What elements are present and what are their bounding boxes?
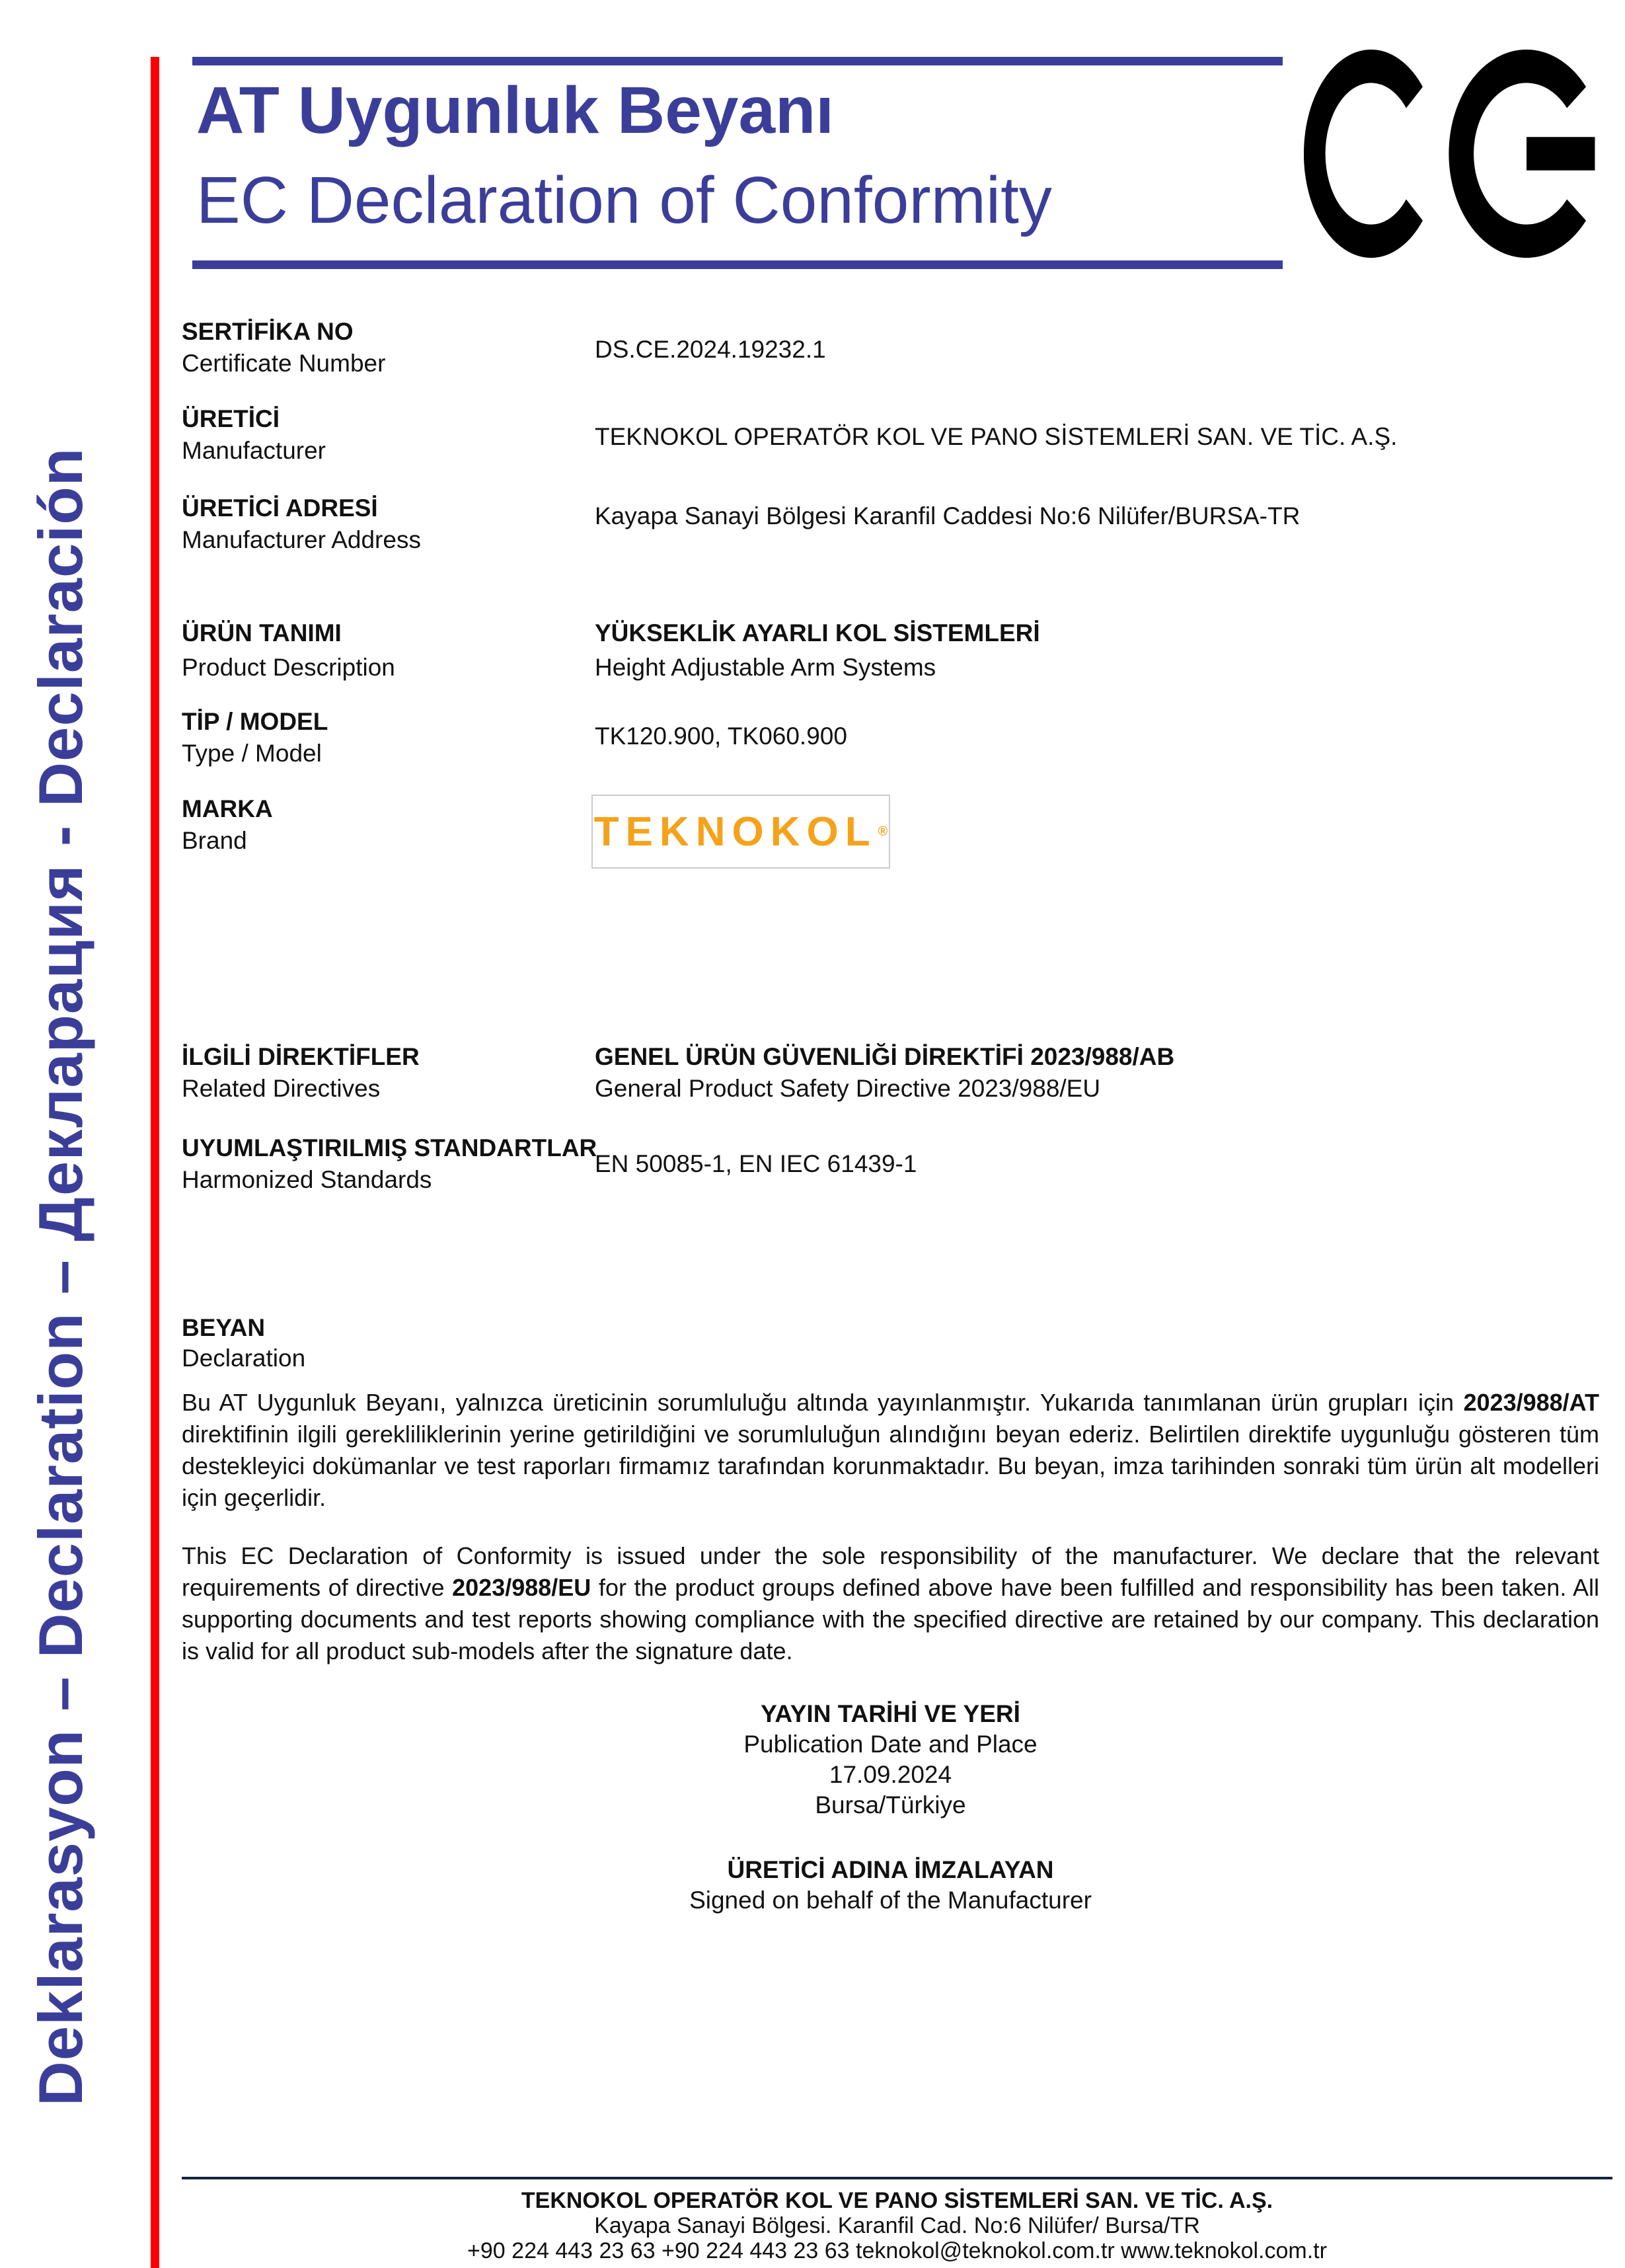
field-label-tr: UYUMLAŞTIRILMIŞ STANDARTLAR [182, 1134, 597, 1161]
declaration-heading [182, 1313, 305, 1374]
field-label-related-directives [182, 1041, 420, 1105]
page-title-english: EC Declaration of Conformity [196, 163, 1052, 237]
paragraph-text: Bu AT Uygunluk Beyanı, yalnızca üreticinin sorumluluğu altında yayınlanmıştır. Yukarıda tanımlanan ürün grupları için [182, 1389, 1464, 1416]
field-label-en: Type / Model [182, 740, 322, 767]
field-label-tr: İLGİLİ DİREKTİFLER [182, 1043, 420, 1070]
field-label-en: Brand [182, 827, 247, 854]
footer [182, 2188, 1612, 2263]
field-value-tr: GENEL ÜRÜN GÜVENLİĞİ DİREKTİFİ 2023/988/AB [595, 1043, 1175, 1070]
field-label-en: Manufacturer [182, 437, 326, 464]
signature-title-en: Signed on behalf of the Manufacturer [689, 1887, 1092, 1914]
field-label-manufacturer-address [182, 492, 421, 556]
footer-rule [182, 2177, 1612, 2179]
publication-date: 17.09.2024 [829, 1761, 952, 1788]
paragraph-text: direktifinin ilgili gerekliliklerinin yerine getirildiğini ve sorumluluğun alındığını beyan ederiz. Belirtilen direktife uygunluğu gösteren tüm destekleyici dokümanlar ve test raporları firmamız tarafından korunmaktadır. Bu beyan, imza tarihinden sonraki tüm ürün alt modelleri için geçerlidir. [182, 1421, 1599, 1511]
paragraph-text: for the product groups defined above have been fulfilled and responsibility has been taken. All supporting documents and test reports showing compliance with the specified directive are retained by our company. This declaration is valid for all product sub-models after the signature date. [182, 1574, 1599, 1664]
field-label-tr: ÜRETİCİ [182, 405, 280, 432]
field-value-tr: YÜKSEKLİK AYARLI KOL SİSTEMLERİ [595, 619, 1040, 646]
publication-place: Bursa/Türkiye [815, 1791, 966, 1818]
field-value-manufacturer-address: Kayapa Sanayi Bölgesi Karanfil Caddesi No:6 Nilüfer/BURSA-TR [595, 502, 1301, 529]
directive-number-bold: 2023/988/EU [452, 1574, 591, 1601]
publication-block [182, 1699, 1599, 1820]
declaration-paragraph-english [182, 1540, 1599, 1667]
declaration-heading-tr: BEYAN [182, 1314, 266, 1341]
field-value-en: General Product Safety Directive 2023/988/EU [595, 1075, 1101, 1102]
header-bottom-rule [192, 260, 1283, 269]
brand-logo-box [591, 795, 890, 869]
declaration-heading-en: Declaration [182, 1345, 306, 1372]
field-value-certificate-number: DS.CE.2024.19232.1 [595, 336, 826, 363]
field-label-brand [182, 793, 273, 857]
page-title-turkish: AT Uygunluk Beyanı [196, 73, 834, 147]
vertical-language-banner: Deklarasyon – Declaration – Декларация - Declaración [26, 447, 95, 2106]
declaration-paragraph-turkish [182, 1387, 1599, 1514]
field-label-certificate-number [182, 316, 385, 379]
field-value-en: Height Adjustable Arm Systems [595, 654, 936, 681]
directive-number-bold: 2023/988/AT [1463, 1389, 1599, 1416]
field-value-type-model: TK120.900, TK060.900 [595, 723, 847, 750]
footer-company: TEKNOKOL OPERATÖR KOL VE PANO SİSTEMLERİ SAN. VE TİC. A.Ş. [521, 2188, 1273, 2213]
field-label-type-model [182, 706, 328, 769]
header-top-rule [192, 57, 1283, 65]
field-value-related-directives [595, 1041, 1174, 1105]
signature-block [182, 1855, 1599, 1916]
field-value-manufacturer: TEKNOKOL OPERATÖR KOL VE PANO SİSTEMLERİ SAN. VE TİC. A.Ş. [595, 423, 1398, 450]
ce-mark-icon [1304, 50, 1596, 258]
field-label-tr: MARKA [182, 795, 273, 822]
publication-title-en: Publication Date and Place [743, 1731, 1038, 1758]
footer-contact: +90 224 443 23 63 +90 224 443 23 63 teknokol@teknokol.com.tr www.teknokol.com.tr [467, 2238, 1327, 2263]
registered-trademark-icon: ® [878, 824, 888, 839]
field-label-manufacturer [182, 403, 326, 467]
field-value-harmonized-standards: EN 50085-1, EN IEC 61439-1 [595, 1150, 917, 1177]
field-label-product-description [182, 616, 395, 685]
field-label-en: Related Directives [182, 1075, 381, 1102]
field-label-en: Harmonized Standards [182, 1166, 432, 1193]
document-header [192, 57, 1283, 275]
field-label-en: Certificate Number [182, 350, 386, 377]
field-label-harmonized-standards [182, 1132, 597, 1196]
red-rule [151, 57, 159, 2268]
field-label-tr: ÜRÜN TANIMI [182, 619, 342, 646]
field-label-tr: TİP / MODEL [182, 708, 328, 735]
field-value-product-description [595, 616, 1040, 685]
field-label-en: Product Description [182, 654, 395, 681]
publication-title-tr: YAYIN TARİHİ VE YERİ [761, 1700, 1020, 1727]
teknokol-logo: TEKNOKOL [593, 808, 877, 855]
signature-title-tr: ÜRETİCİ ADINA İMZALAYAN [727, 1856, 1054, 1883]
field-label-tr: ÜRETİCİ ADRESİ [182, 494, 378, 522]
field-label-tr: SERTİFİKA NO [182, 318, 354, 345]
paragraph-text: This EC Declaration of Conformity is issued under the sole responsibility of the manufacturer. We declare that the relevant requirements of directive [182, 1542, 1599, 1601]
footer-address: Kayapa Sanayi Bölgesi. Karanfil Cad. No:6 Nilüfer/ Bursa/TR [594, 2213, 1200, 2238]
field-label-en: Manufacturer Address [182, 526, 421, 553]
